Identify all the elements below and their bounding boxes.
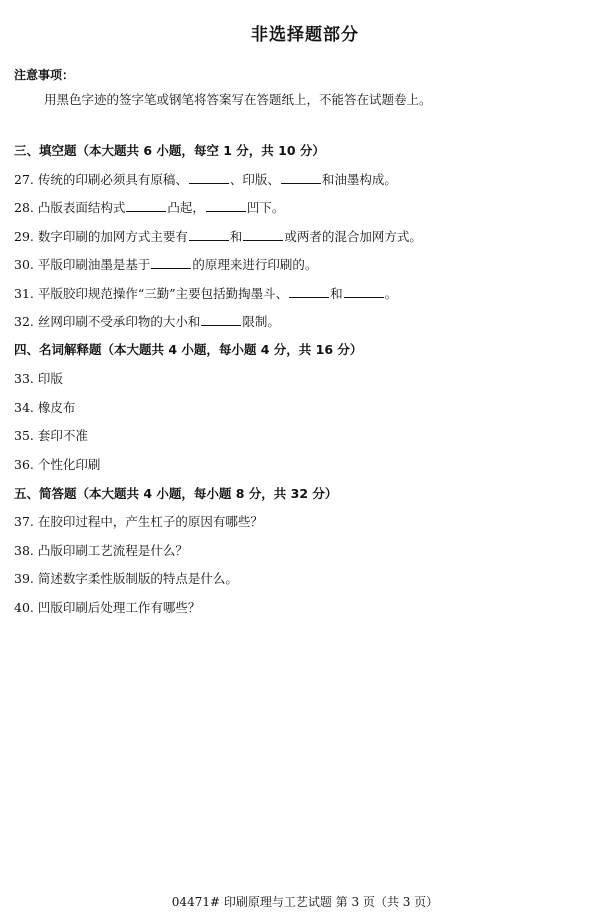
- question-29: [14, 227, 422, 245]
- question-31: [14, 284, 397, 302]
- answer-blank: [206, 199, 246, 212]
- question-text: 27. 传统的印刷必须具有原稿、: [14, 172, 188, 187]
- question-text: 和: [330, 286, 343, 301]
- question-34: 34. 橡皮布: [14, 400, 76, 415]
- answer-blank: [243, 228, 283, 241]
- answer-blank: [189, 171, 229, 184]
- question-40: 40. 凹版印刷后处理工作有哪些？: [14, 600, 201, 615]
- question-text: 28. 凸版表面结构式: [14, 200, 126, 215]
- question-text: 或两者的混合加网方式。: [284, 229, 422, 244]
- question-text: 凸起，: [167, 200, 205, 215]
- question-text: 29. 数字印刷的加网方式主要有: [14, 229, 188, 244]
- question-30: [14, 255, 317, 273]
- question-27: [14, 170, 397, 188]
- page-footer: 04471# 印刷原理与工艺试题 第 3 页（共 3 页）: [171, 895, 439, 909]
- question-text: 凹下。: [246, 200, 285, 215]
- question-text: 和: [229, 229, 243, 244]
- answer-blank: [344, 285, 384, 298]
- question-text: 、印版、: [229, 172, 280, 187]
- question-38: 38. 凸版印刷工艺流程是什么？: [14, 543, 188, 558]
- answer-blank: [189, 228, 229, 241]
- notice-heading: 注意事项：: [14, 68, 75, 82]
- question-33: 33. 印版: [14, 371, 63, 386]
- section-heading-short-answer: 五、简答题（本大题共 4 小题，每小题 8 分，共 32 分）: [14, 486, 338, 501]
- answer-blank: [151, 256, 191, 269]
- section-heading-definitions: 四、名词解释题（本大题共 4 小题，每小题 4 分，共 16 分）: [14, 342, 363, 357]
- question-text: 30. 平版印刷油墨是基于: [14, 257, 151, 272]
- section-heading-fill-blank: 三、填空题（本大题共 6 小题，每空 1 分，共 10 分）: [14, 143, 325, 158]
- answer-blank: [126, 199, 166, 212]
- question-28: [14, 198, 284, 216]
- answer-blank: [281, 171, 321, 184]
- page-title: 非选择题部分: [251, 25, 359, 45]
- question-text: 31. 平版胶印规范操作“三勤”主要包括勤掏墨斗、: [14, 286, 289, 301]
- question-text: 和油墨构成。: [321, 172, 397, 187]
- answer-blank: [201, 313, 241, 326]
- question-32: [14, 312, 280, 330]
- answer-blank: [289, 285, 329, 298]
- question-text: 32. 丝网印刷不受承印物的大小和: [14, 314, 201, 329]
- question-37: 37. 在胶印过程中，产生杠子的原因有哪些？: [14, 514, 263, 529]
- question-text: 。: [384, 286, 398, 301]
- notice-text: 用黑色字迹的签字笔或钢笔将答案写在答题纸上，不能答在试题卷上。: [44, 92, 432, 107]
- question-39: 39. 简述数字柔性版制版的特点是什么。: [14, 571, 238, 586]
- question-text: 的原理来进行印刷的。: [192, 257, 318, 272]
- question-35: 35. 套印不准: [14, 428, 88, 443]
- question-36: 36. 个性化印刷: [14, 457, 101, 472]
- question-text: 限制。: [242, 314, 280, 329]
